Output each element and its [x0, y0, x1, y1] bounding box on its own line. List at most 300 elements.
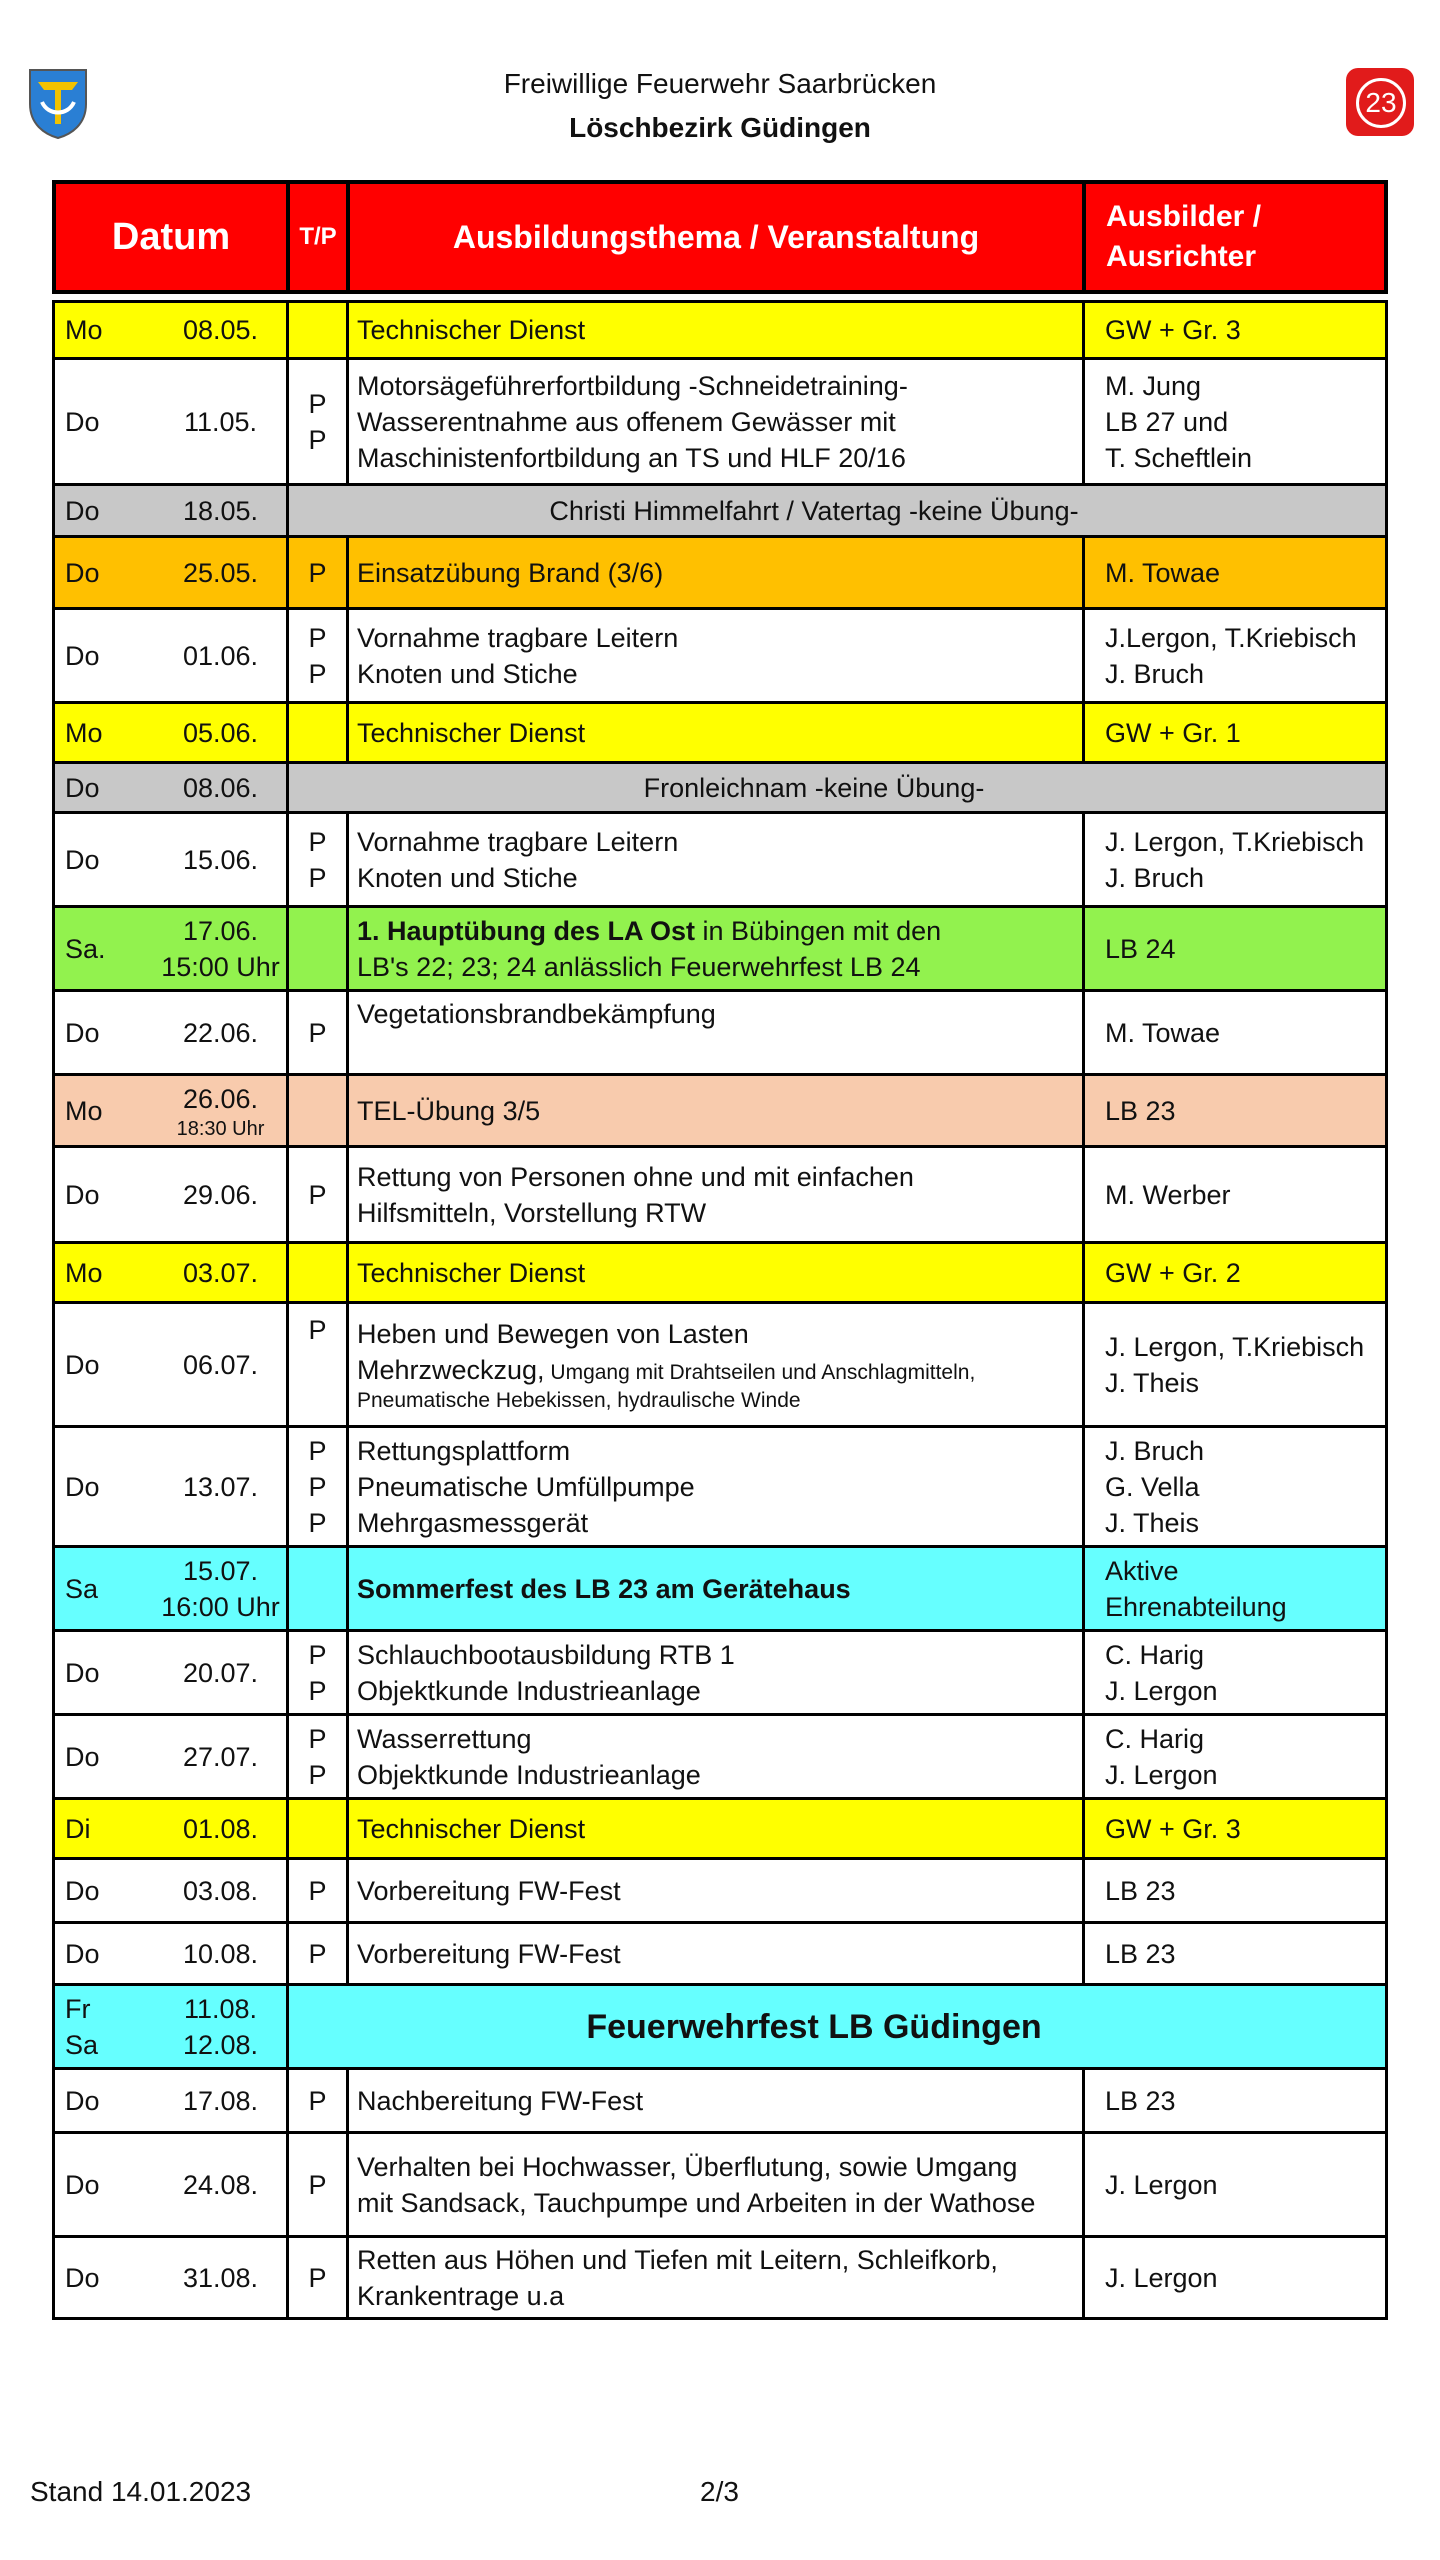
table-row	[52, 486, 1388, 538]
header-instructor	[1086, 184, 1384, 290]
row-tp-mark: P	[308, 1507, 327, 1538]
row-weekday	[55, 1860, 155, 1921]
row-weekday-text: Do	[65, 2085, 100, 2116]
row-date	[155, 610, 289, 701]
row-topic-spanning	[289, 764, 1331, 811]
row-date	[155, 704, 289, 761]
row-tp-mark: P	[308, 1759, 327, 1790]
row-date-text: 22.06.	[182, 1017, 259, 1048]
row-tp	[289, 1304, 349, 1425]
row-topic-line: Vornahme tragbare Leitern	[357, 826, 679, 857]
row-weekday	[55, 1800, 155, 1857]
row-weekday	[55, 1148, 155, 1241]
row-date	[155, 1428, 289, 1545]
table-row	[52, 1632, 1388, 1716]
row-date-text: 08.06.	[182, 772, 259, 803]
row-weekday	[55, 1076, 155, 1145]
row-tp	[289, 303, 349, 357]
table-row	[52, 1924, 1388, 1986]
row-weekday-text: Do	[65, 1938, 100, 1969]
row-date-text: 13.07.	[182, 1471, 259, 1502]
row-instructor-line: J. Theis	[1105, 1507, 1200, 1538]
district-name: Löschbezirk Güdingen	[569, 112, 871, 143]
row-date	[155, 1076, 289, 1145]
organization-name: Freiwillige Feuerwehr Saarbrücken	[503, 68, 937, 99]
row-weekday-text: Do	[65, 1179, 100, 1210]
table-row	[52, 1860, 1388, 1924]
row-weekday-text: Mo	[65, 315, 103, 345]
row-tp-mark: P	[308, 388, 327, 419]
row-date	[155, 992, 289, 1073]
table-row	[52, 1148, 1388, 1244]
row-topic-line: mit Sandsack, Tauchpumpe und Arbeiten in der Wathose	[357, 2187, 1036, 2218]
row-date	[155, 303, 289, 357]
row-weekday-text: Do	[65, 772, 100, 803]
row-date	[155, 1924, 289, 1983]
row-topic	[349, 1800, 1085, 1857]
row-topic-line: Objektkunde Industrieanlage	[357, 1759, 701, 1790]
row-instructor-line: LB 27 und	[1105, 406, 1229, 437]
row-date-text: 03.07.	[182, 1257, 259, 1288]
row-topic	[349, 1244, 1085, 1301]
row-topic-line: Rettungsplattform	[357, 1435, 571, 1466]
row-instructor-line: T. Scheftlein	[1105, 442, 1253, 473]
table-row	[52, 1986, 1388, 2070]
row-weekday	[55, 764, 155, 811]
row-weekday	[55, 1548, 155, 1629]
row-tp-mark: P	[308, 2262, 327, 2293]
row-instructor	[1085, 2070, 1385, 2131]
row-instructor-line: J. Lergon	[1105, 2262, 1218, 2293]
row-instructor	[1085, 1428, 1385, 1545]
row-tp-mark: P	[308, 424, 327, 455]
row-instructor-line: J. Bruch	[1105, 1435, 1205, 1466]
row-instructor	[1085, 1924, 1385, 1983]
row-instructor-line: G. Vella	[1105, 1471, 1200, 1502]
row-weekday	[55, 2134, 155, 2235]
row-instructor	[1085, 992, 1385, 1073]
row-instructor-line: M. Werber	[1105, 1179, 1231, 1210]
row-topic-line: Einsatzübung Brand (3/6)	[357, 557, 664, 588]
row-date-extra: 12.08.	[182, 2029, 259, 2060]
row-topic	[349, 538, 1085, 607]
row-weekday	[55, 610, 155, 701]
row-instructor-line: Aktive	[1105, 1555, 1179, 1586]
row-date-text: 29.06.	[182, 1179, 259, 1210]
row-tp	[289, 2238, 349, 2317]
row-weekday	[55, 486, 155, 535]
row-weekday	[55, 992, 155, 1073]
row-instructor-line: J. Bruch	[1105, 862, 1205, 893]
row-topic	[349, 610, 1085, 701]
table-row	[52, 538, 1388, 610]
row-weekday	[55, 538, 155, 607]
row-weekday-text: Do	[65, 1349, 100, 1380]
row-weekday-text: Do	[65, 2169, 100, 2200]
table-row	[52, 1244, 1388, 1304]
row-date-text: 11.08.	[183, 1993, 258, 2024]
row-topic-line: Knoten und Stiche	[357, 658, 578, 689]
row-tp-mark: P	[308, 2085, 327, 2116]
row-tp	[289, 2134, 349, 2235]
row-topic	[349, 1304, 1085, 1425]
row-topic-line: Vorbereitung FW-Fest	[357, 1938, 621, 1969]
row-weekday-text: Do	[65, 1471, 100, 1502]
row-instructor	[1085, 538, 1385, 607]
table-row	[52, 1716, 1388, 1800]
row-instructor	[1085, 2134, 1385, 2235]
row-date	[155, 538, 289, 607]
row-instructor	[1085, 1076, 1385, 1145]
row-instructor-line: J. Lergon	[1105, 1675, 1218, 1706]
row-weekday-text: Sa	[65, 1573, 99, 1604]
row-tp	[289, 992, 349, 1073]
row-weekday	[55, 2238, 155, 2317]
row-weekday-text: Do	[65, 495, 100, 526]
status-date: Stand 14.01.2023	[30, 2476, 252, 2507]
row-tp	[289, 1148, 349, 1241]
row-date	[155, 764, 289, 811]
row-date-extra: 16:00 Uhr	[161, 1591, 280, 1622]
row-date-text: 17.06.	[182, 915, 259, 946]
row-weekday-2: Sa	[65, 2029, 99, 2060]
row-tp	[289, 1548, 349, 1629]
row-date	[155, 1244, 289, 1301]
row-tp	[289, 1860, 349, 1921]
row-topic	[349, 1924, 1085, 1983]
row-topic	[349, 1632, 1085, 1713]
row-date	[155, 2238, 289, 2317]
row-topic	[349, 908, 1085, 989]
row-date-text: 06.07.	[182, 1349, 259, 1380]
row-instructor	[1085, 2238, 1385, 2317]
row-topic	[349, 2238, 1085, 2317]
row-topic	[349, 992, 1085, 1073]
row-topic-line: Motorsägeführerfortbildung -Schneidetraining-	[357, 370, 908, 401]
row-weekday	[55, 1716, 155, 1797]
row-tp	[289, 704, 349, 761]
row-instructor	[1085, 610, 1385, 701]
row-date	[155, 486, 289, 535]
page-header	[0, 60, 1440, 160]
row-tp	[289, 1716, 349, 1797]
row-tp-mark: P	[308, 658, 327, 689]
row-topic-line: Nachbereitung FW-Fest	[357, 2085, 644, 2116]
row-instructor	[1085, 1860, 1385, 1921]
row-date-text: 20.07.	[182, 1657, 259, 1688]
table-row	[52, 1548, 1388, 1632]
row-weekday-text: Do	[65, 844, 100, 875]
row-topic-part: Mehrzweckzug,	[357, 1354, 545, 1385]
row-date-extra: 15:00 Uhr	[161, 951, 280, 982]
row-instructor	[1085, 704, 1385, 761]
row-tp	[289, 538, 349, 607]
row-date-extra: 18:30 Uhr	[176, 1117, 265, 1140]
row-date-text: 10.08.	[182, 1938, 259, 1969]
table-row	[52, 908, 1388, 992]
badge-number: 23	[1356, 78, 1406, 128]
row-topic-spanning	[289, 1986, 1331, 2067]
row-weekday-text: Do	[65, 1875, 100, 1906]
row-weekday	[55, 814, 155, 905]
row-topic-line	[357, 913, 941, 949]
row-tp-mark: P	[308, 557, 327, 588]
row-topic-line: Vorbereitung FW-Fest	[357, 1875, 621, 1906]
row-instructor-line: C. Harig	[1105, 1639, 1205, 1670]
row-date-text: 17.08.	[182, 2085, 259, 2116]
row-instructor	[1085, 908, 1385, 989]
row-instructor-line: GW + Gr. 3	[1105, 1813, 1241, 1844]
header-date: Datum	[56, 184, 290, 290]
row-topic-line: Hilfsmitteln, Vorstellung RTW	[357, 1197, 707, 1228]
row-date	[155, 814, 289, 905]
table-row	[52, 1304, 1388, 1428]
table-row	[52, 360, 1388, 486]
row-topic-line: Sommerfest des LB 23 am Gerätehaus	[357, 1573, 851, 1604]
row-instructor	[1085, 1716, 1385, 1797]
row-tp	[289, 908, 349, 989]
row-topic-part-small: Umgang mit Drahtseilen und Anschlagmitteln,	[544, 1360, 976, 1384]
row-weekday	[55, 908, 155, 989]
row-topic-spanning	[289, 486, 1331, 535]
row-date-text: 15.06.	[182, 844, 259, 875]
row-date	[155, 2070, 289, 2131]
table-row	[52, 1800, 1388, 1860]
row-topic	[349, 303, 1085, 357]
row-instructor-line: J. Theis	[1105, 1367, 1200, 1398]
row-tp	[289, 2070, 349, 2131]
row-topic-line: Maschinistenfortbildung an TS und HLF 20/16	[357, 442, 906, 473]
row-instructor	[1085, 360, 1385, 483]
row-topic-line: Technischer Dienst	[357, 717, 586, 748]
row-topic-line: Fronleichnam -keine Übung-	[643, 772, 985, 803]
row-date-text: 25.05.	[182, 557, 259, 588]
row-date-text: 26.06.	[182, 1083, 259, 1114]
row-instructor-line: M. Towae	[1105, 1017, 1221, 1048]
row-tp-mark: P	[308, 1675, 327, 1706]
row-topic	[349, 2070, 1085, 2131]
row-date-text: 31.08.	[182, 2262, 259, 2293]
row-weekday	[55, 1428, 155, 1545]
table-row	[52, 764, 1388, 814]
row-weekday-text: Do	[65, 1657, 100, 1688]
row-weekday	[55, 1924, 155, 1983]
table-row	[52, 2070, 1388, 2134]
row-topic-line: Technischer Dienst	[357, 1257, 586, 1288]
table-row	[52, 992, 1388, 1076]
row-weekday	[55, 704, 155, 761]
row-instructor-line: LB 23	[1105, 1938, 1176, 1969]
row-weekday-text: Do	[65, 2262, 100, 2293]
row-tp	[289, 1924, 349, 1983]
row-instructor-line: J. Lergon	[1105, 2169, 1218, 2200]
row-weekday-text: Do	[65, 1017, 100, 1048]
row-instructor-line: C. Harig	[1105, 1723, 1205, 1754]
row-tp-mark: P	[308, 1471, 327, 1502]
row-tp	[289, 360, 349, 483]
row-topic-line: Technischer Dienst	[357, 315, 586, 345]
row-weekday	[55, 1632, 155, 1713]
row-instructor	[1085, 1800, 1385, 1857]
row-instructor-line: J.Lergon, T.Kriebisch	[1105, 622, 1357, 653]
row-tp-mark: P	[308, 862, 327, 893]
row-date-text: 03.08.	[182, 1875, 259, 1906]
row-topic	[349, 814, 1085, 905]
row-topic-bold: 1. Hauptübung des LA Ost	[357, 915, 696, 946]
header-instructor-line1: Ausbilder /	[1106, 200, 1262, 233]
row-date-text: 08.05.	[182, 315, 259, 345]
row-instructor-line: Ehrenabteilung	[1105, 1591, 1287, 1622]
row-instructor-line: J. Lergon, T.Kriebisch	[1105, 1331, 1365, 1362]
row-weekday-text: Do	[65, 406, 100, 437]
row-tp-mark: P	[308, 1875, 327, 1906]
row-tp	[289, 1244, 349, 1301]
page-number: 2/3	[700, 2476, 739, 2507]
row-instructor-line: GW + Gr. 1	[1105, 717, 1241, 748]
row-tp	[289, 1076, 349, 1145]
row-topic	[349, 1860, 1085, 1921]
row-topic-rest: in Bübingen mit den	[695, 915, 942, 946]
row-date	[155, 1986, 289, 2067]
table-header	[52, 180, 1388, 294]
row-tp-mark: P	[308, 1179, 327, 1210]
row-instructor-line: J. Bruch	[1105, 658, 1205, 689]
row-topic-line: Objektkunde Industrieanlage	[357, 1675, 701, 1706]
row-topic-line: TEL-Übung 3/5	[357, 1095, 541, 1126]
header-tp: T/P	[290, 184, 350, 290]
row-date	[155, 908, 289, 989]
row-weekday	[55, 360, 155, 483]
row-date	[155, 1716, 289, 1797]
row-tp	[289, 814, 349, 905]
row-topic-line	[357, 1352, 975, 1388]
row-instructor	[1085, 814, 1385, 905]
row-instructor-line: GW + Gr. 3	[1105, 315, 1241, 345]
row-date-text: 18.05.	[182, 495, 259, 526]
row-topic	[349, 1148, 1085, 1241]
row-weekday	[55, 1244, 155, 1301]
row-weekday-text: Do	[65, 640, 100, 671]
row-date	[155, 1860, 289, 1921]
table-row	[52, 814, 1388, 908]
row-date-text: 15.07.	[182, 1555, 259, 1586]
row-tp-mark: P	[308, 1723, 327, 1754]
row-topic-line: Technischer Dienst	[357, 1813, 586, 1844]
row-instructor-line: J. Lergon, T.Kriebisch	[1105, 826, 1365, 857]
row-instructor-line: GW + Gr. 2	[1105, 1257, 1241, 1288]
row-tp-mark: P	[308, 622, 327, 653]
row-topic-line: Wasserentnahme aus offenem Gewässer mit	[357, 406, 896, 437]
row-date	[155, 1548, 289, 1629]
row-weekday-text: Mo	[65, 1095, 103, 1126]
row-topic-line: Feuerwehrfest LB Güdingen	[586, 2007, 1042, 2046]
row-topic-line: Heben und Bewegen von Lasten	[357, 1318, 749, 1349]
row-topic-line: LB's 22; 23; 24 anlässlich Feuerwehrfest LB 24	[357, 951, 921, 982]
row-topic-line: Vornahme tragbare Leitern	[357, 622, 679, 653]
row-tp	[289, 1800, 349, 1857]
row-date-text: 05.06.	[182, 717, 259, 748]
row-date	[155, 1148, 289, 1241]
row-tp-mark: P	[308, 1315, 327, 1345]
row-tp	[289, 610, 349, 701]
row-date-text: 01.08.	[182, 1813, 259, 1844]
schedule-table	[52, 300, 1388, 2320]
table-row	[52, 300, 1388, 360]
row-date	[155, 1304, 289, 1425]
row-instructor-line: LB 23	[1105, 1095, 1176, 1126]
row-instructor	[1085, 303, 1385, 357]
row-tp-mark: P	[308, 826, 327, 857]
row-weekday-text: Sa.	[65, 933, 106, 964]
row-topic-line: Vegetationsbrandbekämpfung	[357, 999, 716, 1029]
row-weekday	[55, 303, 155, 357]
table-row	[52, 2134, 1388, 2238]
row-topic	[349, 1548, 1085, 1629]
row-date	[155, 2134, 289, 2235]
row-date	[155, 1632, 289, 1713]
table-row	[52, 1428, 1388, 1548]
row-instructor	[1085, 1632, 1385, 1713]
row-instructor-line: LB 23	[1105, 1875, 1176, 1906]
row-weekday	[55, 2070, 155, 2131]
row-topic	[349, 704, 1085, 761]
row-tp	[289, 1632, 349, 1713]
row-weekday	[55, 1986, 155, 2067]
row-topic-line: Retten aus Höhen und Tiefen mit Leitern, Schleifkorb,	[357, 2244, 998, 2275]
row-instructor-line: LB 24	[1105, 933, 1176, 964]
row-instructor-line: M. Towae	[1105, 557, 1221, 588]
row-topic	[349, 1428, 1085, 1545]
row-date-text: 01.06.	[182, 640, 259, 671]
table-row	[52, 1076, 1388, 1148]
row-weekday-text: Mo	[65, 1257, 103, 1288]
row-topic-line: Knoten und Stiche	[357, 862, 578, 893]
row-weekday-text: Do	[65, 1741, 100, 1772]
row-topic	[349, 1716, 1085, 1797]
row-instructor-line: J. Lergon	[1105, 1759, 1218, 1790]
table-row	[52, 704, 1388, 764]
row-date	[155, 1800, 289, 1857]
header-instructor-line2: Ausrichter	[1106, 240, 1257, 273]
header-topic: Ausbildungsthema / Veranstaltung	[350, 184, 1086, 290]
row-weekday-text: Mo	[65, 717, 103, 748]
row-date	[155, 360, 289, 483]
row-weekday-1: Fr	[65, 1993, 91, 2024]
row-topic-line: Mehrgasmessgerät	[357, 1507, 589, 1538]
row-tp-mark: P	[308, 2169, 327, 2200]
row-topic-line: Schlauchbootausbildung RTB 1	[357, 1639, 735, 1670]
row-topic-line: Christi Himmelfahrt / Vatertag -keine Übung-	[549, 495, 1079, 526]
table-row	[52, 610, 1388, 704]
row-instructor	[1085, 1244, 1385, 1301]
row-topic	[349, 1076, 1085, 1145]
row-instructor-line: LB 23	[1105, 2085, 1176, 2116]
row-tp-mark: P	[308, 1938, 327, 1969]
row-weekday-text: Di	[65, 1813, 91, 1844]
row-instructor	[1085, 1548, 1385, 1629]
table-row	[52, 2238, 1388, 2320]
row-topic-line-small: Pneumatische Hebekissen, hydraulische Winde	[357, 1388, 801, 1412]
row-tp	[289, 1428, 349, 1545]
row-topic	[349, 360, 1085, 483]
district-badge-icon	[1346, 68, 1414, 136]
row-topic-line: Wasserrettung	[357, 1723, 532, 1754]
row-topic-line: Verhalten bei Hochwasser, Überflutung, sowie Umgang	[357, 2151, 1018, 2182]
row-weekday	[55, 1304, 155, 1425]
row-tp-mark: P	[308, 1639, 327, 1670]
row-instructor	[1085, 1148, 1385, 1241]
row-topic-line: Rettung von Personen ohne und mit einfachen	[357, 1161, 914, 1192]
